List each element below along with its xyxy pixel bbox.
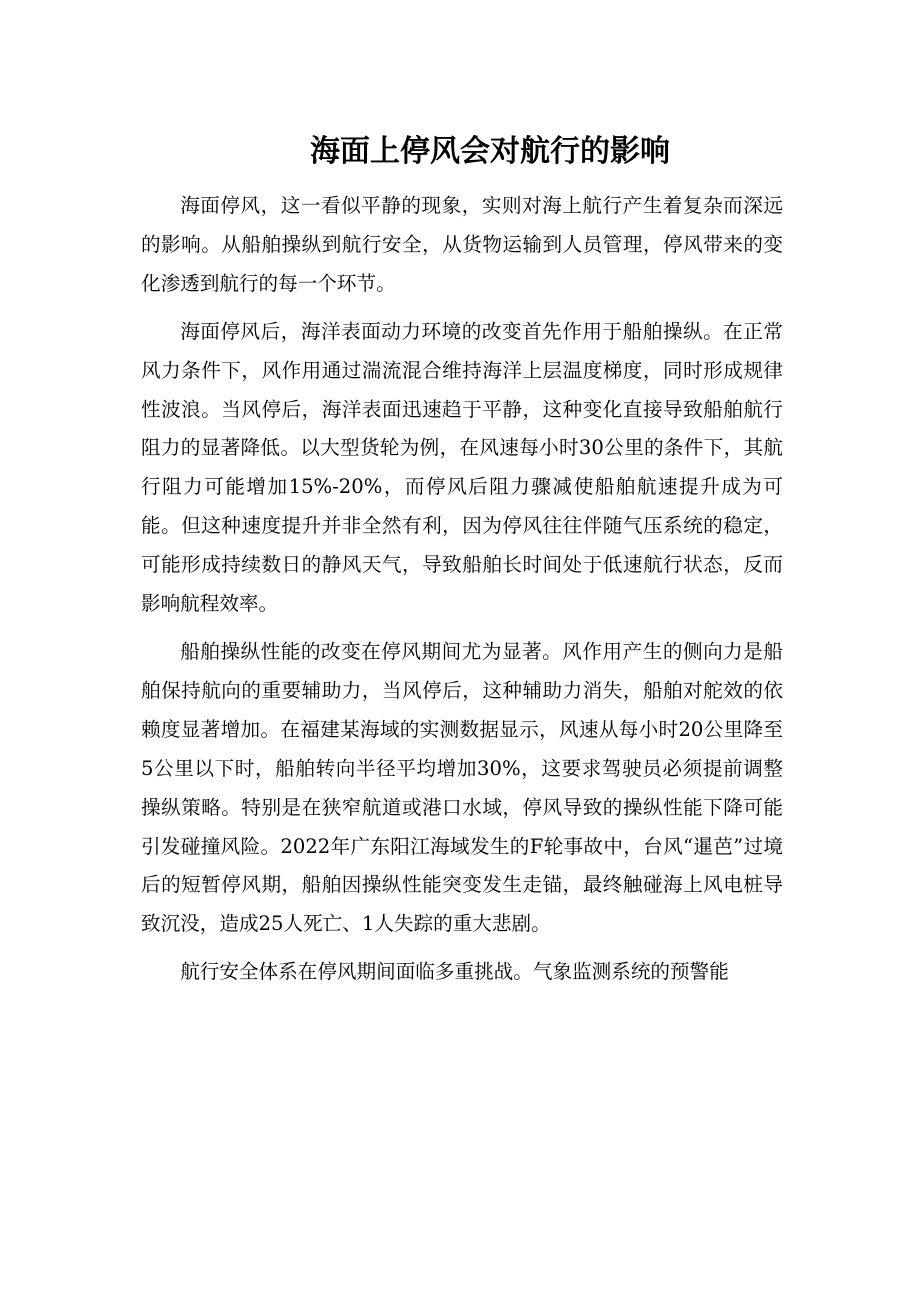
paragraph-handling-performance: 船舶操纵性能的改变在停风期间尤为显著。风作用产生的侧向力是船舶保持航向的重要辅助力，当风停后，这种辅助力消失，船舶对舵效的依赖度显著增加。在福建某海域的实测数据显示，风速从每小时20公里降至5公里以下时，船舶转向半径平均增加30%，这要求驾驶员必须提前调整操纵策略。特别是在狭窄航道或港口水域，停风导致的操纵性能下降可能引发碰撞风险。2022年广东阳江海域发生的F轮事故中，台风“暹芭”过境后的短暂停风期，船舶因操纵性能突变发生走锚，最终触碰海上风电桩导致沉没，造成25人死亡、1人失踪的重大悲剧。 [141, 639, 783, 936]
document-title: 海面上停风会对航行的影响 [310, 134, 670, 169]
paragraph-safety-system: 航行安全体系在停风期间面临多重挑战。气象监测系统的预警能 [180, 960, 729, 984]
paragraph-maneuvering: 海面停风后，海洋表面动力环境的改变首先作用于船舶操纵。在正常风力条件下，风作用通过湍流混合维持海洋上层温度梯度，同时形成规律性波浪。当风停后，海洋表面迅速趋于平静，这种变化直接导致船舶航行阻力的显著降低。以大型货轮为例，在风速每小时30公里的条件下，其航行阻力可能增加15%-20%，而停风后阻力骤减使船舶航速提升成为可能。但这种速度提升并非全然有利，因为停风往往伴随气压系统的稳定，可能形成持续数日的静风天气，导致船舶长时间处于低速航行状态，反而影响航程效率。 [141, 319, 783, 616]
document-body [141, 187, 783, 1001]
paragraph-intro: 海面停风，这一看似平静的现象，实则对海上航行产生着复杂而深远的影响。从船舶操纵到航行安全，从货物运输到人员管理，停风带来的变化渗透到航行的每一个环节。 [141, 194, 783, 295]
